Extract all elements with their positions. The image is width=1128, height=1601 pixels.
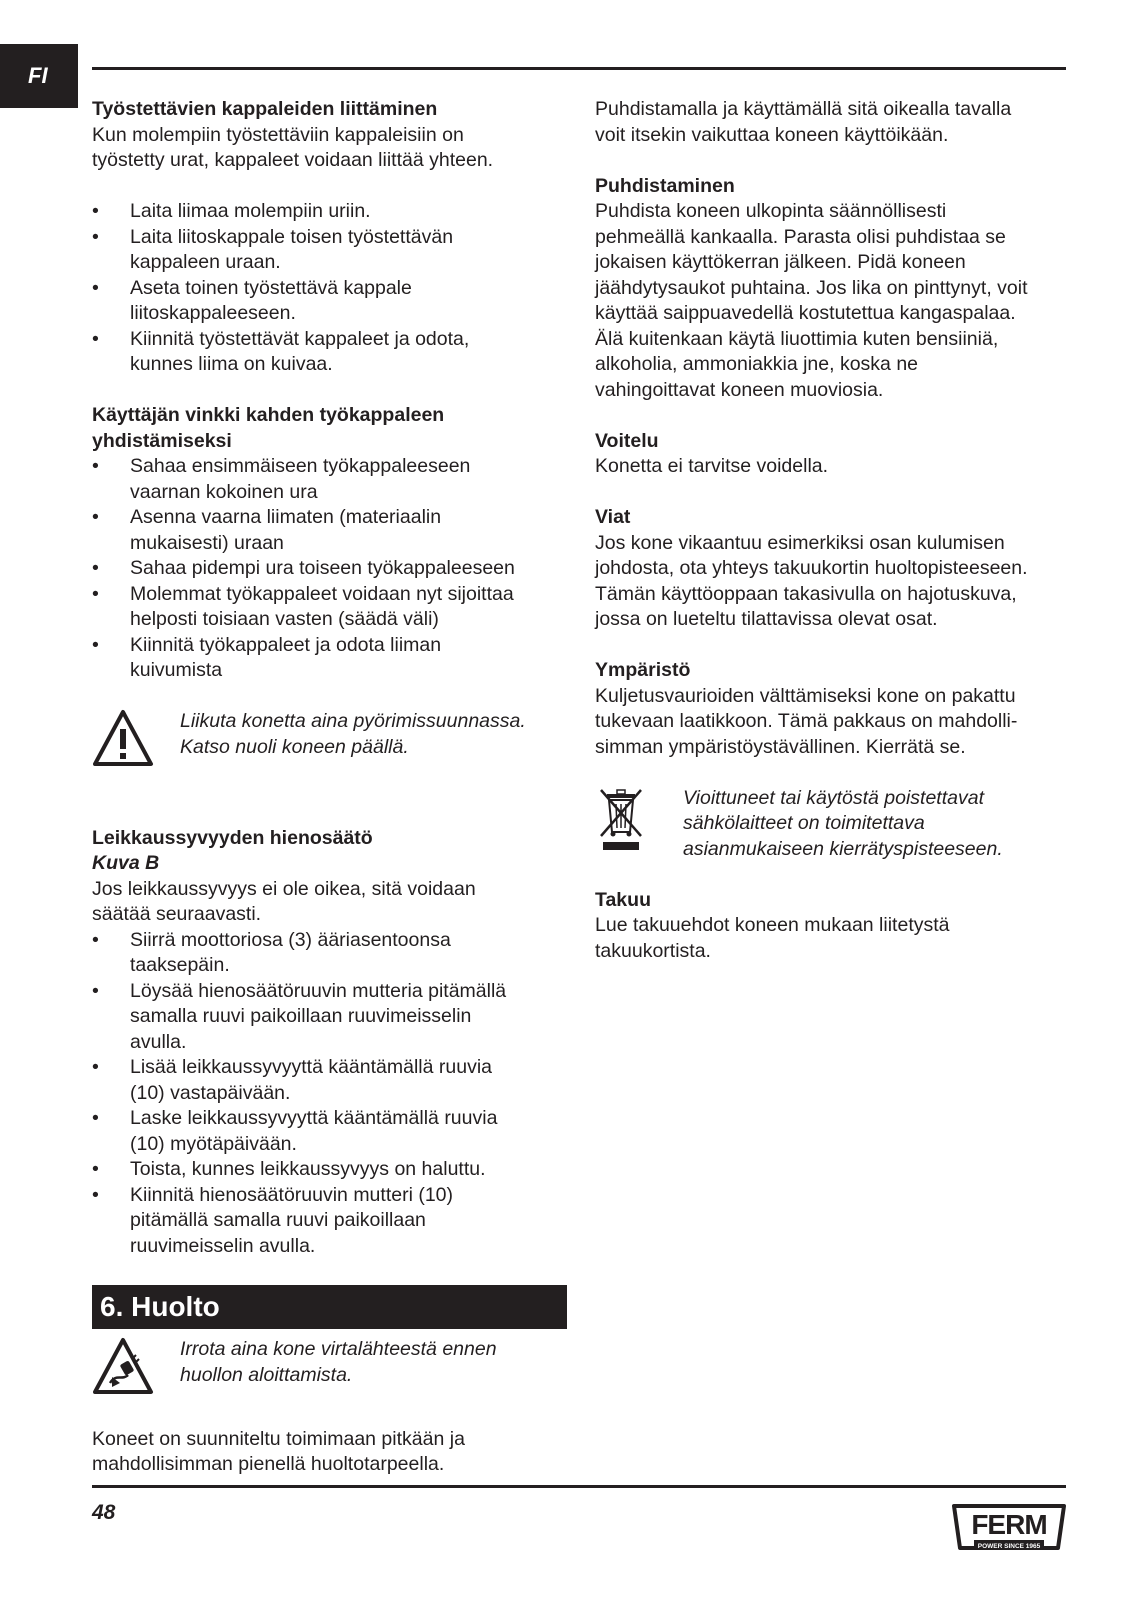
ferm-logo [950, 1500, 1068, 1556]
right-column [595, 97, 1073, 964]
svg-text:FERM: FERM [971, 1509, 1047, 1540]
list-item: • Kiinnitä hienosäätöruuvin mutteri (10) pitämällä samalla ruuvi paikoillaan ruuvimeisselin avulla. [92, 1183, 564, 1260]
svg-text:POWER SINCE 1965: POWER SINCE 1965 [977, 1543, 1041, 1550]
warranty-heading: Takuu [595, 888, 651, 911]
cleaning-text: Puhdista koneen ulkopinta säännöllisesti pehmeällä kankaalla. Parasta olisi puhdistaa se jokaisen käyttökerran jälkeen. Pidä koneen jäähdytysaukot puhtaina. Jos lika on pinttynyt, voit käyttää saippuavedellä kostutettua kangaspalaa. Älä kuitenkaan käytä liuottimia kuten bensiiniä, alkoholia, ammoniakkia jne, koska ne vahingoittavat koneen muoviosia. [595, 200, 1028, 401]
cleaning-heading: Puhdistaminen [595, 174, 735, 197]
list-item: • Löysää hienosäätöruuvin mutteria pitämällä samalla ruuvi paikoillaan ruuvimeisselin avulla. [92, 979, 564, 1056]
list-item: • Kiinnitä työstettävät kappaleet ja odota, kunnes liima on kuivaa. [92, 327, 564, 378]
maintenance-intro: Puhdistamalla ja käyttämällä sitä oikealla tavalla voit itsekin vaikuttaa koneen käyttöikään. [595, 98, 1012, 146]
tip-steps [92, 454, 564, 684]
warning-triangle-icon [92, 709, 180, 775]
unplug-warning-icon [92, 1337, 180, 1403]
page-number: 48 [92, 1501, 116, 1524]
list-item: • Molemmat työkappaleet voidaan nyt sijoittaa helposti toisiaan vasten (säädä väli) [92, 582, 564, 633]
faults-text: Jos kone vikaantuu esimerkiksi osan kulumisen johdosta, ota yhteys takuukortin huoltopisteeseen. Tämän käyttöoppaan takasivulla on hajotuskuva, jossa on lueteltu tilattavissa olevat osat. [595, 531, 1028, 630]
lubrication-text: Konetta ei tarvitse voidella. [595, 455, 829, 477]
tip-heading: Käyttäjän vinkki kahden työkappaleen yhdistämiseksi [92, 404, 445, 452]
footer-rule [92, 1485, 1066, 1488]
environment-text: Kuljetusvaurioiden välttämiseksi kone on pakattu tukevaan laatikkoon. Tämä pakkaus on mahdolli- simman ympäristöystävällinen. Kierrätä se. [595, 684, 1018, 758]
list-item: • Laita liimaa molempiin uriin. [92, 199, 564, 225]
joining-intro: Kun molempiin työstettäviin kappaleisiin on työstetty urat, kappaleet voidaan liittää yhteen. [92, 123, 494, 171]
list-item: • Lisää leikkaussyvyyttä kääntämällä ruuvia (10) vastapäivään. [92, 1055, 564, 1106]
closing-text: Koneet on suunniteltu toimimaan pitkään ja mahdollisimman pienellä huoltotarpeella. [92, 1427, 465, 1475]
unplug-warning: Irrota aina kone virtalähteestä ennen huollon aloittamista. [92, 1337, 564, 1403]
list-item: • Aseta toinen työstettävä kappale liitoskappaleeseen. [92, 276, 564, 327]
list-item: • Kiinnitä työkappaleet ja odota liiman kuivumista [92, 633, 564, 684]
list-item: • Laske leikkaussyvyyttä kääntämällä ruuvia (10) myötäpäivään. [92, 1106, 564, 1157]
figure-reference: Kuva B [92, 852, 160, 874]
list-item: • Siirrä moottoriosa (3) ääriasentoonsa taaksepäin. [92, 928, 564, 979]
list-item: • Sahaa pidempi ura toiseen työkappaleeseen [92, 556, 564, 582]
crossed-bin-icon [595, 786, 683, 860]
joining-heading: Työstettävien kappaleiden liittäminen [92, 98, 438, 120]
faults-heading: Viat [595, 506, 631, 528]
language-tab: FI [0, 44, 78, 108]
depth-steps [92, 928, 564, 1260]
list-item: • Asenna vaarna liimaten (materiaalin mukaisesti) uraan [92, 505, 564, 556]
joining-steps [92, 199, 564, 378]
rotation-warning: Liikuta konetta aina pyörimissuunnassa. Katso nuoli koneen päällä. [92, 709, 564, 775]
lubrication-heading: Voitelu [595, 429, 659, 452]
environment-heading: Ympäristö [595, 659, 691, 681]
list-item: • Laita liitoskappale toisen työstettävän kappaleen uraan. [92, 225, 564, 276]
header-rule [92, 67, 1066, 70]
section-title-bar: 6. Huolto [92, 1285, 567, 1329]
list-item: • Toista, kunnes leikkaussyvyys on haluttu. [92, 1157, 564, 1183]
list-item: • Sahaa ensimmäiseen työkappaleeseen vaarnan kokoinen ura [92, 454, 564, 505]
depth-heading: Leikkaussyvyyden hienosäätö [92, 826, 373, 849]
weee-note: Vioittuneet tai käytöstä poistettavat sähkölaitteet on toimitettava asianmukaiseen kierrätyspisteeseen. [595, 786, 1073, 863]
warranty-text: Lue takuuehdot koneen mukaan liitetystä takuukortista. [595, 914, 950, 962]
depth-intro: Jos leikkaussyvyys ei ole oikea, sitä voidaan säätää seuraavasti. [92, 877, 476, 925]
left-column [92, 97, 564, 1478]
